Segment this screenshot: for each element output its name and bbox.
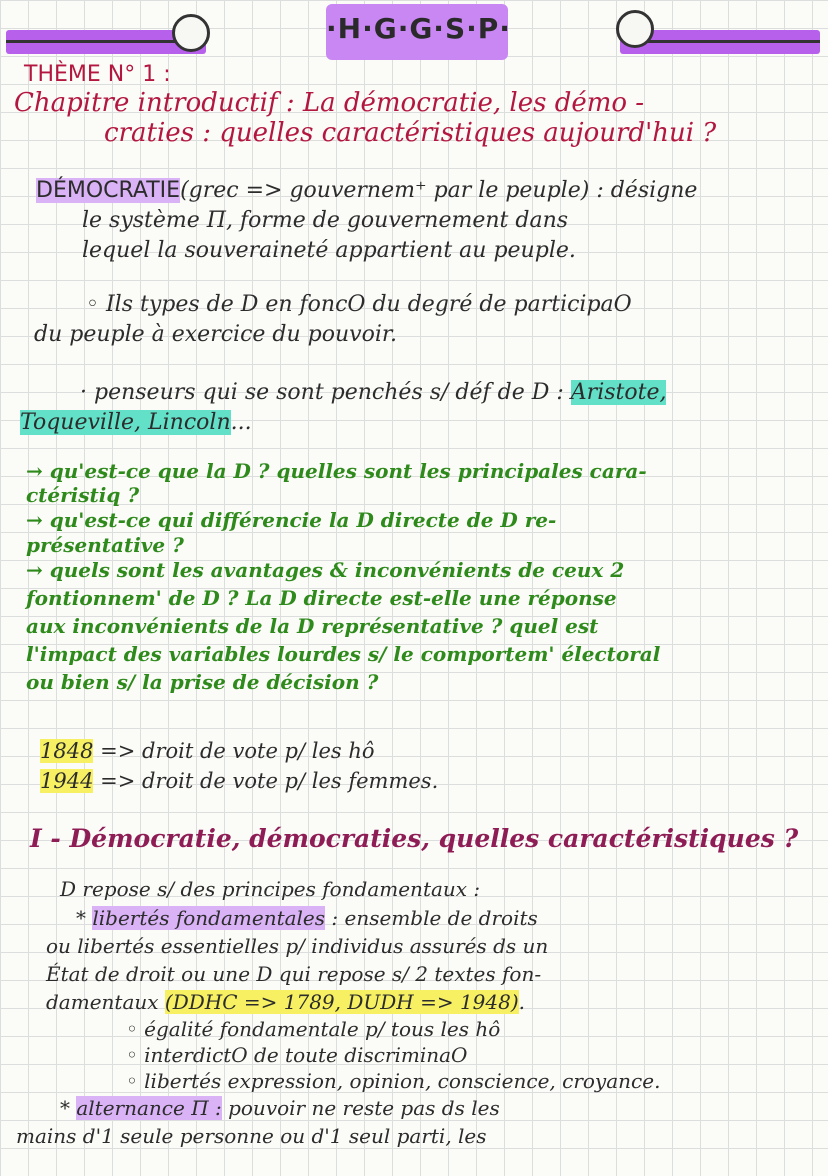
thinker-aristote: Aristote,	[570, 380, 667, 405]
thinkers-ellipsis: ...	[230, 410, 252, 435]
libertes-star: *	[76, 906, 93, 930]
question-line-8: l'impact des variables lourdes s/ le comportem' électoral	[26, 642, 661, 666]
questions-block	[26, 458, 660, 696]
date-text-1944: => droit de vote p/ les femmes.	[93, 769, 439, 793]
alternance-text-1: pouvoir ne reste pas ds les	[221, 1096, 500, 1120]
alternance-line-2: mains d'1 seule personne ou d'1 seul parti, les	[16, 1124, 487, 1148]
question-line-2: ctéristiq ?	[26, 483, 140, 507]
principles-block	[16, 874, 661, 1150]
punch-hole-left	[172, 14, 210, 52]
principle-bullet-1: ◦ égalité fondamentale p/ tous les hô	[126, 1017, 501, 1041]
question-line-1: → qu'est-ce que la D ? quelles sont les principales cara-	[26, 459, 647, 483]
chapter-title-line-1: Chapitre introductif : La démocratie, les démo -	[14, 88, 645, 118]
theme-label: THÈME N° 1 :	[24, 62, 171, 87]
dates-block	[40, 736, 438, 796]
principle-bullet-2: ◦ interdictO de toute discriminaO	[126, 1043, 468, 1067]
types-point	[34, 290, 632, 350]
alternance-label: alternance Π :	[76, 1096, 222, 1120]
header-left-line	[6, 40, 196, 43]
punch-hole-right	[616, 10, 654, 48]
date-text-1848: => droit de vote p/ les hô	[93, 739, 375, 763]
question-line-6: fontionnem' de D ? La D directe est-elle une réponse	[26, 586, 617, 610]
libertes-line-2: ou libertés essentielles p/ individus assurés ds un	[46, 934, 549, 958]
section-title: I - Démocratie, démocraties, quelles caractéristiques ?	[30, 824, 799, 853]
chapter-title-line-2: craties : quelles caractéristiques aujourd'hui ?	[104, 118, 717, 148]
header-right-line	[630, 40, 820, 43]
libertes-label: libertés fondamentales	[92, 906, 326, 930]
types-line-1: ◦ Ils types de D en foncO du degré de participaO	[86, 292, 632, 317]
libertes-text-1: : ensemble de droits	[325, 906, 538, 930]
question-line-4: présentative ?	[26, 533, 184, 557]
date-year-1848: 1848	[40, 739, 94, 763]
question-line-5: → quels sont les avantages & inconvénients de ceux 2	[26, 558, 625, 582]
libertes-text-4-pre: damentaux	[46, 990, 165, 1014]
types-line-2: du peuple à exercice du pouvoir.	[34, 322, 397, 347]
definition-line-3: lequel la souveraineté appartient au peuple.	[82, 238, 576, 263]
subject-title: ·H·G·G·S·P·	[326, 12, 511, 45]
libertes-line-4	[46, 988, 660, 1016]
date-row-1848	[40, 736, 438, 766]
thinkers-line-1	[20, 378, 666, 408]
date-row-1944	[40, 766, 438, 796]
libertes-text-4-post: .	[518, 990, 526, 1014]
alternance-line-1	[46, 1094, 660, 1122]
alternance-star: *	[60, 1096, 77, 1120]
thinkers-intro: · penseurs qui se sont penchés s/ déf de D :	[80, 380, 571, 405]
definition-block	[36, 176, 697, 266]
principles-intro: D repose s/ des principes fondamentaux :	[60, 877, 481, 901]
libertes-texts-highlight: (DDHC => 1789, DUDH => 1948)	[164, 990, 519, 1014]
thinkers-block	[20, 378, 666, 438]
libertes-line-1	[46, 904, 660, 932]
chapter-title	[14, 88, 716, 148]
thinkers-line-2	[20, 408, 666, 438]
question-line-9: ou bien s/ la prise de décision ?	[26, 670, 379, 694]
definition-line-2: le système Π, forme de gouvernement dans	[82, 208, 569, 233]
principle-bullet-3: ◦ libertés expression, opinion, conscience, croyance.	[126, 1069, 661, 1093]
question-line-3: → qu'est-ce qui différencie la D directe de D re-	[26, 508, 557, 532]
definition-term: DÉMOCRATIE	[36, 178, 181, 203]
question-line-7: aux inconvénients de la D représentative ? quel est	[26, 614, 599, 638]
libertes-line-3: État de droit ou une D qui repose s/ 2 textes fon-	[46, 962, 542, 986]
thinkers-tocqueville-lincoln: Toqueville, Lincoln	[20, 410, 231, 435]
definition-text-1: (grec => gouvernem⁺ par le peuple) : désigne	[180, 178, 698, 203]
date-year-1944: 1944	[40, 769, 94, 793]
definition-line-1	[36, 176, 697, 206]
